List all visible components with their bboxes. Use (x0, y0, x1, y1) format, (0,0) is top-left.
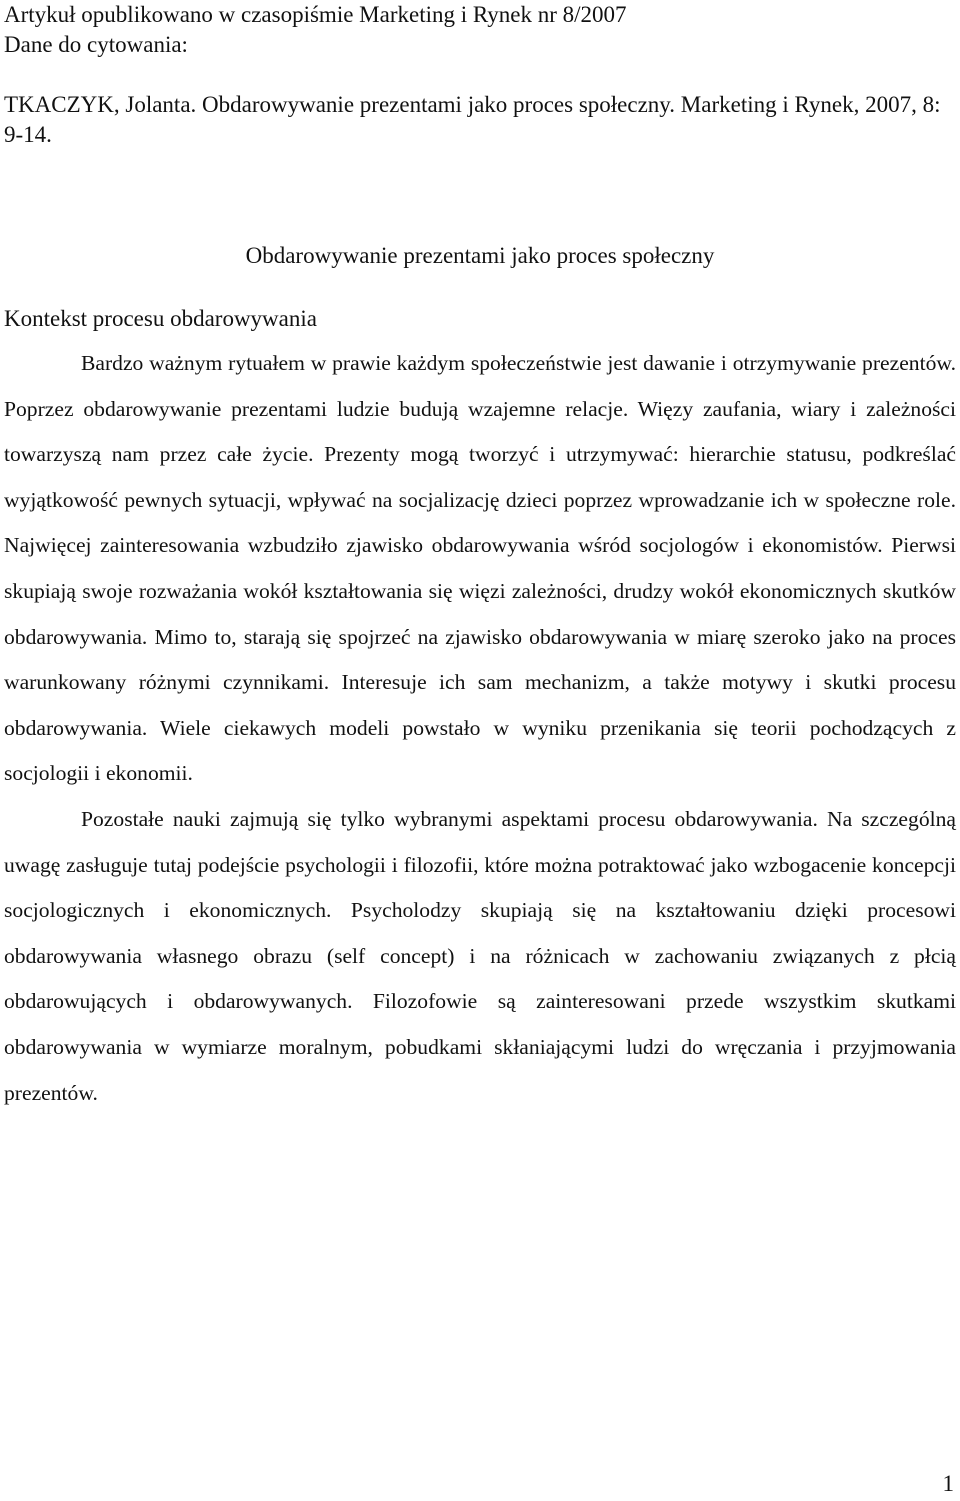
citation-label: Dane do cytowania: (4, 32, 188, 57)
citation-spacer (4, 60, 954, 90)
body-paragraph-2: Pozostałe nauki zajmują się tylko wybranymi aspektami procesu obdarowywania. Na szczególną uwagę zasługuje tutaj podejście psychologii i filozofii, które można potraktować jako wzbogacenie koncepcji socjologicznych i ekonomicznych. Psycholodzy skupiają się na kształtowaniu dzięki procesowi obdarowywania własnego obrazu (self concept) i na różnicach w zachowaniu związanych z płcią obdarowujących i obdarowywanych. Filozofowie są zainteresowani przede wszystkim skutkami obdarowywania w wymiarze moralnym, pobudkami skłaniającymi ludzi do wręczania i przyjmowania prezentów. (4, 806, 956, 1105)
page-number: 1 (942, 1471, 954, 1496)
body-paragraph-1: Bardzo ważnym rytuałem w prawie każdym społeczeństwie jest dawanie i otrzymywanie prezentów. Poprzez obdarowywanie prezentami ludzie budują wzajemne relacje. Więzy zaufania, wiary i zależności towarzyszą nam przez całe życie. Prezenty mogą tworzyć i utrzymywać: hierarchie statusu, podkreślać wyjątkowość pewnych sytuacji, wpływać na socjalizację dzieci poprzez wprowadzanie ich w społeczne role. Najwięcej zainteresowania wzbudziło zjawisko obdarowywania wśród socjologów i ekonomistów. Pierwsi skupiają swoje rozważania wokół kształtowania się więzi zależności, drudzy wokół ekonomicznych skutków obdarowywania. Mimo to, starają się spojrzeć na zjawisko obdarowywania w miarę szeroko jako na proces warunkowany różnymi czynnikami. Interesuje ich sam mechanizm, a także motywy i skutki procesu obdarowywania. Wiele ciekawych modeli powstało w wyniku przenikania się teorii pochodzących z socjologii i ekonomii. (4, 351, 956, 786)
publication-note: Artykuł opublikowano w czasopiśmie Marketing i Rynek nr 8/2007 (4, 2, 627, 27)
article-title: Obdarowywanie prezentami jako proces społeczny (245, 243, 715, 268)
citation-text: TKACZYK, Jolanta. Obdarowywanie prezentami jako proces społeczny. Marketing i Rynek, 2007, 8: 9-14. (4, 92, 941, 147)
citation-block (4, 0, 954, 150)
section-heading: Kontekst procesu obdarowywania (4, 306, 317, 331)
article-body (4, 341, 956, 1116)
